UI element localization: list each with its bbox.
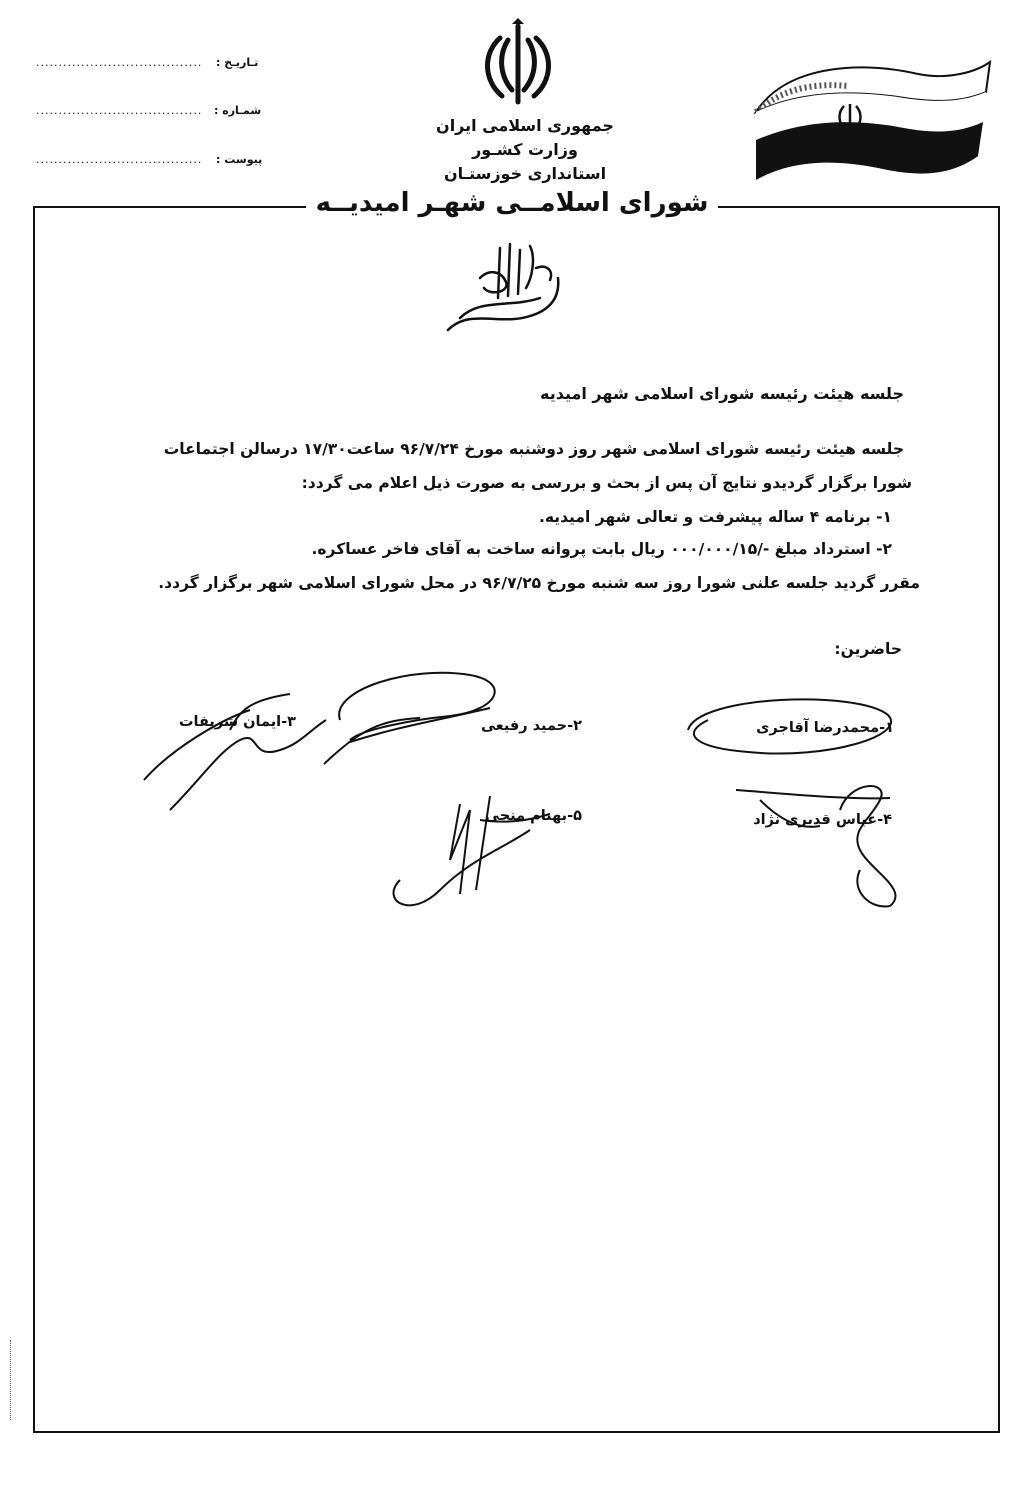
ministry-name: وزارت کشـور: [472, 140, 578, 159]
date-label: تـاریـخ :: [216, 56, 259, 69]
attachment-label: پیوست :: [216, 153, 263, 166]
iran-flag-icon: [748, 52, 998, 192]
attendee-1: ۱-محمدرضا آقاجری: [756, 720, 894, 736]
basmala-calligraphy: [440, 238, 570, 338]
signature-4: [730, 770, 910, 910]
number-dots: .....................................: [36, 104, 203, 117]
country-name: جمهوری اسلامی ایران: [436, 116, 614, 135]
item-2: ۲- استرداد مبلغ -/۰۰۰/۰۰۰/۱۵ ریال بابت پروانه ساخت به آقای فاخر عساکره.: [311, 540, 892, 558]
governorate-name: استانداری خوزستـان: [443, 164, 607, 183]
signature-5: [380, 790, 560, 920]
side-print-mark: [10, 1340, 25, 1420]
paragraph-line-2: شورا برگزار گردیدو نتایج آن پس از بحث و بررسی به صورت ذیل اعلام می گردد:: [301, 474, 912, 492]
letter-heading: جلسه هیئت رئیسه شورای اسلامی شهر امیدیه: [539, 384, 904, 403]
signature-2: [320, 660, 510, 770]
council-title: [0, 188, 1024, 218]
attachment-dots: .....................................: [36, 153, 203, 166]
signature-3: [140, 690, 330, 820]
date-dots: .....................................: [36, 56, 203, 69]
attendees-label: حاضرین:: [834, 640, 902, 658]
item-1: ۱- برنامه ۴ ساله پیشرفت و تعالی شهر امیدیه.: [539, 508, 892, 526]
closing-sentence: مقرر گردید جلسه علنی شورا روز سه شنبه مورخ ۹۶/۷/۲۵ در محل شورای اسلامی شهر برگزار گردد.: [158, 574, 920, 592]
attendee-5: ۵-بهنام منجی: [485, 808, 582, 824]
paragraph-line-1: جلسه هیئت رئیسه شورای اسلامی شهر روز دوشنبه مورخ ۹۶/۷/۲۴ ساعت۱۷/۳۰ درسالن اجتماعات: [163, 440, 904, 458]
attendee-2: ۲-حمید رفیعی: [480, 718, 582, 734]
iran-emblem-icon: [478, 18, 558, 108]
number-label: شمـاره :: [214, 104, 262, 117]
attendee-3: ۳-ایمان شریفات: [178, 714, 296, 730]
attendee-4: ۴-عباس قدیری نژاد: [753, 812, 892, 828]
council-title-text: شورای اسلامــی شهـر امیدیــه: [306, 188, 719, 218]
signature-1: [678, 690, 908, 770]
